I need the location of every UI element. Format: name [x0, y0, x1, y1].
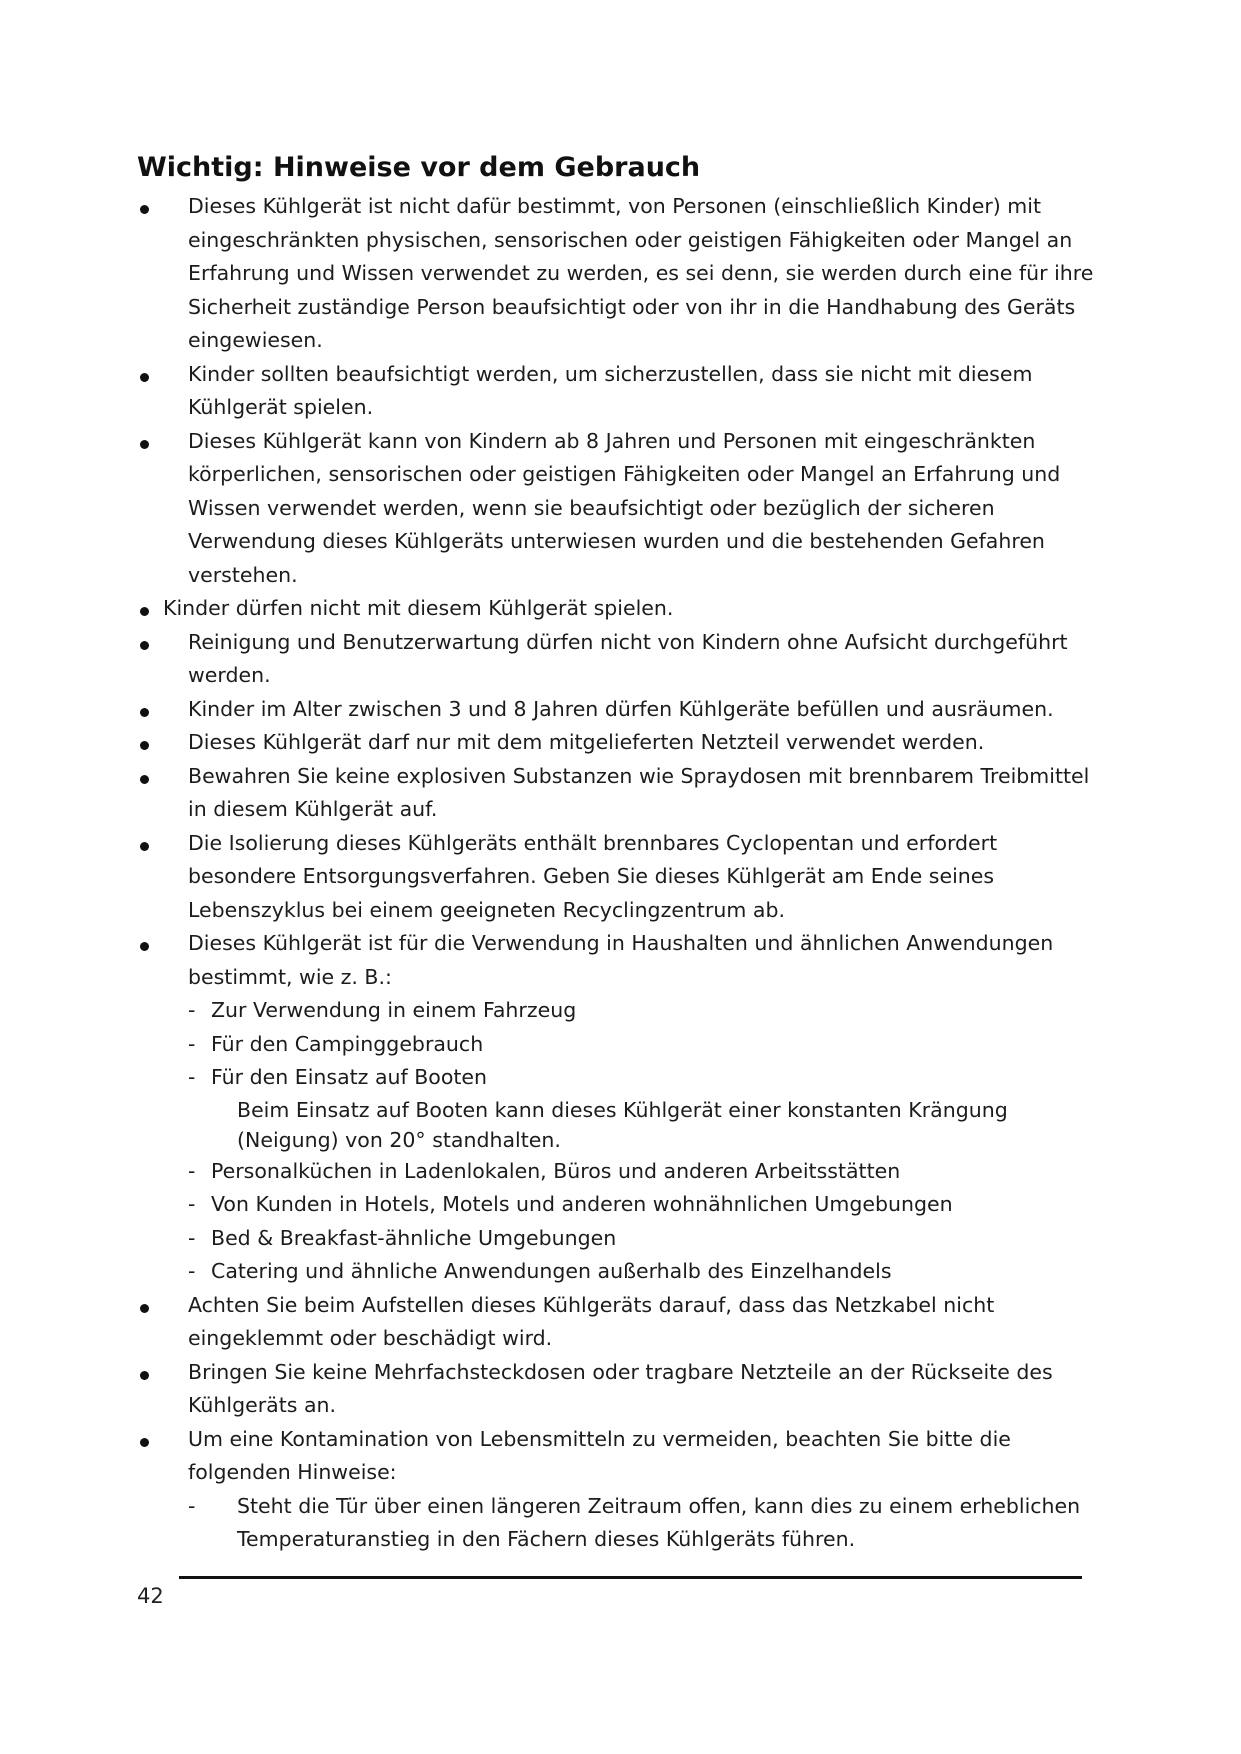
- sub-list-item-text: Zur Verwendung in einem Fahrzeug: [211, 998, 577, 1022]
- bullet-icon: [140, 373, 149, 382]
- bullet-icon: [140, 641, 149, 650]
- dash-marker: -: [188, 1493, 196, 1518]
- sub-list-item: [137, 1155, 1097, 1189]
- sub-list-item: [137, 1255, 1097, 1289]
- bullet-icon: [140, 205, 149, 214]
- bullet-icon: [140, 775, 149, 784]
- list-item: [137, 592, 1097, 626]
- list-item-text: Kinder sollten beaufsichtigt werden, um sicherzustellen, dass sie nicht mit diesem Kühlgerät spielen.: [188, 361, 1033, 419]
- bullet-icon: [140, 842, 149, 851]
- list-item: [137, 1356, 1097, 1423]
- sub-list-item: [137, 1222, 1097, 1256]
- list-item-text: Bewahren Sie keine explosiven Substanzen wie Spraydosen mit brennbarem Treibmittel in diesem Kühlgerät auf.: [188, 763, 1090, 821]
- list-item-text: Kinder im Alter zwischen 3 und 8 Jahren dürfen Kühlgeräte befüllen und ausräumen.: [188, 696, 1054, 721]
- dash-marker: -: [188, 1065, 196, 1089]
- dash-marker: -: [188, 1158, 196, 1183]
- list-item: [137, 760, 1097, 827]
- dash-marker: -: [188, 1259, 196, 1283]
- list-item: [137, 190, 1097, 358]
- dash-marker: -: [188, 1192, 196, 1216]
- footer-rule: [179, 1576, 1082, 1579]
- list-item: [137, 425, 1097, 593]
- list-item-text: Die Isolierung dieses Kühlgeräts enthält brennbares Cyclopentan und erfordert besondere Entsorgungsverfahren. Geben Sie dieses Kühlgerät am Ende seines Lebenszyklus bei einem geeigneten Recyclingzentrum ab.: [188, 830, 998, 922]
- list-item-text: Um eine Kontamination von Lebensmitteln zu vermeiden, beachten Sie bitte die folgenden Hinweise:: [188, 1426, 1011, 1484]
- safety-instructions: [137, 190, 1097, 1557]
- sub-list-item-text: Für den Campinggebrauch: [211, 1031, 484, 1056]
- list-item: [137, 726, 1097, 760]
- list-item: [137, 1423, 1097, 1490]
- list-item: [137, 358, 1097, 425]
- bullet-icon: [140, 1304, 149, 1313]
- sub-list-item: [137, 1061, 1097, 1095]
- dash-marker: -: [188, 998, 196, 1022]
- list-item-text: Kinder dürfen nicht mit diesem Kühlgerät spielen.: [163, 596, 674, 620]
- list-item: [137, 927, 1097, 994]
- bullet-icon: [140, 942, 149, 951]
- list-item-text: Dieses Kühlgerät ist nicht dafür bestimmt, von Personen (einschließlich Kinder) mit eingeschränkten physischen, sensorischen oder geistigen Fähigkeiten oder Mangel an Erfahrung und Wissen verwendet zu werden, es sei denn, sie werden durch eine für ihre Sicherheit zuständige Person beaufsichtigt oder von ihr in die Handhabung des Geräts eingewiesen.: [188, 194, 1094, 352]
- page-title: Wichtig: Hinweise vor dem Gebrauch: [137, 152, 701, 183]
- list-item-text: Dieses Kühlgerät kann von Kindern ab 8 Jahren und Personen mit eingeschränkten körperlichen, sensorischen oder geistigen Fähigkeiten oder Mangel an Erfahrung und Wissen verwendet werden, wenn sie beaufsichtigt oder bezüglich der sicheren Verwendung dieses Kühlgeräts unterwiesen wurden und die bestehenden Gefahren verstehen.: [188, 428, 1061, 587]
- list-item-text: Dieses Kühlgerät darf nur mit dem mitgelieferten Netzteil verwendet werden.: [188, 730, 985, 754]
- list-item: [137, 1289, 1097, 1356]
- sub-list-item: [137, 994, 1097, 1028]
- bullet-icon: [140, 1371, 149, 1380]
- list-item: [137, 827, 1097, 928]
- sub-list-item-text: Personalküchen in Ladenlokalen, Büros und anderen Arbeitsstätten: [211, 1158, 901, 1183]
- sub-list-item-text: Catering und ähnliche Anwendungen außerhalb des Einzelhandels: [211, 1259, 892, 1283]
- sub-list-item-text: Von Kunden in Hotels, Motels und anderen wohnähnlichen Umgebungen: [211, 1192, 953, 1216]
- bullet-icon: [140, 741, 149, 750]
- sub-list-item-text: Bed & Breakfast-ähnliche Umgebungen: [211, 1225, 617, 1250]
- list-item-text: Achten Sie beim Aufstellen dieses Kühlgeräts darauf, dass das Netzkabel nicht eingeklemmt oder beschädigt wird.: [188, 1292, 995, 1350]
- bullet-icon: [140, 440, 149, 449]
- list-item: [137, 626, 1097, 693]
- bullet-icon: [140, 1438, 149, 1447]
- list-item-text: Reinigung und Benutzerwartung dürfen nicht von Kindern ohne Aufsicht durchgeführt werden.: [188, 629, 1068, 687]
- page-number: 42: [137, 1584, 164, 1608]
- sub-list-item: [137, 1188, 1097, 1222]
- bullet-icon: [140, 607, 149, 616]
- sub-list-item: [137, 1028, 1097, 1062]
- list-item-text: Bringen Sie keine Mehrfachsteckdosen oder tragbare Netzteile an der Rückseite des Kühlgeräts an.: [188, 1359, 1053, 1417]
- list-item: [137, 693, 1097, 727]
- list-item-text: Dieses Kühlgerät ist für die Verwendung in Haushalten und ähnlichen Anwendungen bestimmt, wie z. B.:: [188, 931, 1054, 989]
- boat-note: Beim Einsatz auf Booten kann dieses Kühlgerät einer konstanten Krängung (Neigung) von 20° standhalten.: [237, 1097, 1008, 1152]
- sub-list-item-text: Steht die Tür über einen längeren Zeitraum offen, kann dies zu einem erheblichen Temperaturanstieg in den Fächern dieses Kühlgeräts führen.: [237, 1493, 1081, 1551]
- dash-marker: -: [188, 1225, 196, 1250]
- sub-list-item-text: Für den Einsatz auf Booten: [211, 1065, 488, 1089]
- bullet-icon: [140, 708, 149, 717]
- sub-list-item: [137, 1490, 1097, 1557]
- dash-marker: -: [188, 1031, 196, 1056]
